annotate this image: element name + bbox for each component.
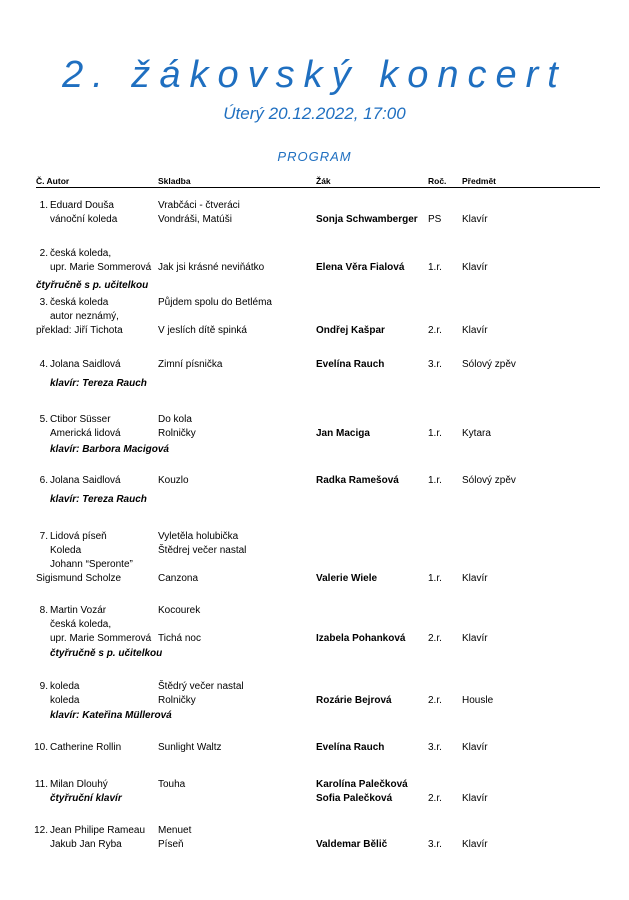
item-number: 2. [39,248,48,259]
item-piece: Kouzlo [158,475,189,486]
item-piece: Štědrej večer nastal [158,545,247,556]
item-note: čtyřruční klavír [50,793,122,804]
header-student: Žák [316,176,331,186]
item-piece: V jeslích dítě spinká [158,325,247,336]
item-year: PS [428,214,442,225]
item-note: klavír: Tereza Rauch [50,378,147,389]
item-author: koleda [50,695,80,706]
item-student: Valerie Wiele [316,573,378,584]
item-student: Jan Maciga [316,428,370,439]
item-piece: Píseň [158,839,184,850]
item-subject: Kytara [462,428,491,439]
item-year: 2.r. [428,325,442,336]
item-author: Lidová píseň [50,531,107,542]
item-year: 2.r. [428,793,442,804]
item-student: Rozárie Bejrová [316,695,392,706]
item-subject: Klavír [462,839,488,850]
item-piece: Kocourek [158,605,201,616]
item-author: upr. Marie Sommerová [50,633,152,644]
item-subject: Klavír [462,633,488,644]
item-subject: Sólový zpěv [462,359,516,370]
item-author: Sigismund Scholze [36,573,122,584]
item-author: upr. Marie Sommerová [50,262,152,273]
item-piece: Canzona [158,573,199,584]
item-number: 10. [34,742,48,753]
item-author: česká koleda [50,297,109,308]
item-number: 4. [39,359,48,370]
item-student: Valdemar Bělič [316,839,388,850]
item-piece: Vyletěla holubička [158,531,239,542]
item-number: 6. [39,475,48,486]
item-subject: Sólový zpěv [462,475,516,486]
item-year: 1.r. [428,573,442,584]
item-piece: Menuet [158,825,192,836]
item-subject: Klavír [462,793,488,804]
item-student: Ondřej Kašpar [316,325,385,336]
item-author: autor neznámý, [50,311,119,322]
item-student-2: Sofia Palečková [316,793,393,804]
item-piece: Zimní písnička [158,359,223,370]
item-year: 3.r. [428,742,442,753]
item-student: Karolína Palečková [316,779,408,790]
item-author: česká koleda, [50,619,112,630]
item-author: Eduard Douša [50,200,114,211]
item-note: klavír: Kateřina Müllerová [50,710,172,721]
item-year: 3.r. [428,839,442,850]
item-note: čtyřručně s p. učitelkou [50,648,163,659]
item-author: vánoční koleda [50,214,118,225]
item-author: Catherine Rollin [50,742,122,753]
header-no-author: Č. Autor [36,176,70,186]
item-student: Elena Věra Fialová [316,262,405,273]
item-piece: Tichá noc [158,633,201,644]
item-author: Jean Philipe Rameau [50,825,146,836]
item-student: Radka Ramešová [316,475,399,486]
item-year: 2.r. [428,695,442,706]
item-author: Ctibor Süsser [50,414,111,425]
item-author: překlad: Jiří Tichota [36,325,123,336]
header-rule [36,187,600,188]
item-piece: Do kola [158,414,192,425]
item-author: Jolana Saidlová [50,475,121,486]
item-author: Johann “Speronte” [50,559,133,570]
item-number: 12. [34,825,48,836]
item-year: 1.r. [428,475,442,486]
item-author: Milan Dlouhý [50,779,108,790]
item-student: Evelína Rauch [316,742,385,753]
item-piece: Rolničky [158,428,196,439]
item-author: Americká lidová [50,428,121,439]
item-subject: Klavír [462,573,488,584]
item-number: 7. [39,531,48,542]
item-subject: Housle [462,695,494,706]
item-piece: Sunlight Waltz [158,742,222,753]
item-year: 2.r. [428,633,442,644]
item-author: koleda [50,681,80,692]
item-student: Evelína Rauch [316,359,385,370]
item-number: 8. [39,605,48,616]
header-year: Roč. [428,176,447,186]
item-year: 1.r. [428,262,442,273]
item-subject: Klavír [462,262,488,273]
item-author: Jolana Saidlová [50,359,121,370]
item-number: 11. [34,779,48,790]
item-student: Izabela Pohanková [316,633,406,644]
item-author: Koleda [50,545,82,556]
item-number: 3. [39,297,48,308]
header-subject: Předmět [462,176,497,186]
item-piece: Rolničky [158,695,196,706]
item-subject: Klavír [462,214,488,225]
item-student: Sonja Schwamberger [316,214,418,225]
item-note: klavír: Barbora Macigová [50,444,169,455]
concert-date: Úterý 20.12.2022, 17:00 [223,104,406,123]
program-label: PROGRAM [277,149,352,164]
concert-title: 2. žákovský koncert [62,54,567,96]
item-piece: Vrabčáci - čtveráci [158,200,240,211]
item-piece: Vondráši, Matúši [158,214,232,225]
header-piece: Skladba [158,176,191,186]
item-year: 1.r. [428,428,442,439]
item-piece: Půjdem spolu do Betléma [158,297,272,308]
item-number: 1. [39,200,48,211]
item-number: 5. [39,414,48,425]
item-subject: Klavír [462,742,488,753]
item-author: česká koleda, [50,248,112,259]
item-subject: Klavír [462,325,488,336]
item-piece: Jak jsi krásné neviňátko [158,262,265,273]
item-author: Jakub Jan Ryba [50,839,122,850]
item-year: 3.r. [428,359,442,370]
item-number: 9. [39,681,48,692]
item-piece: Touha [158,779,186,790]
item-piece: Štědrý večer nastal [158,681,244,692]
item-note: klavír: Tereza Rauch [50,494,147,505]
item-note: čtyřručně s p. učitelkou [36,280,149,291]
item-author: Martin Vozár [50,605,107,616]
